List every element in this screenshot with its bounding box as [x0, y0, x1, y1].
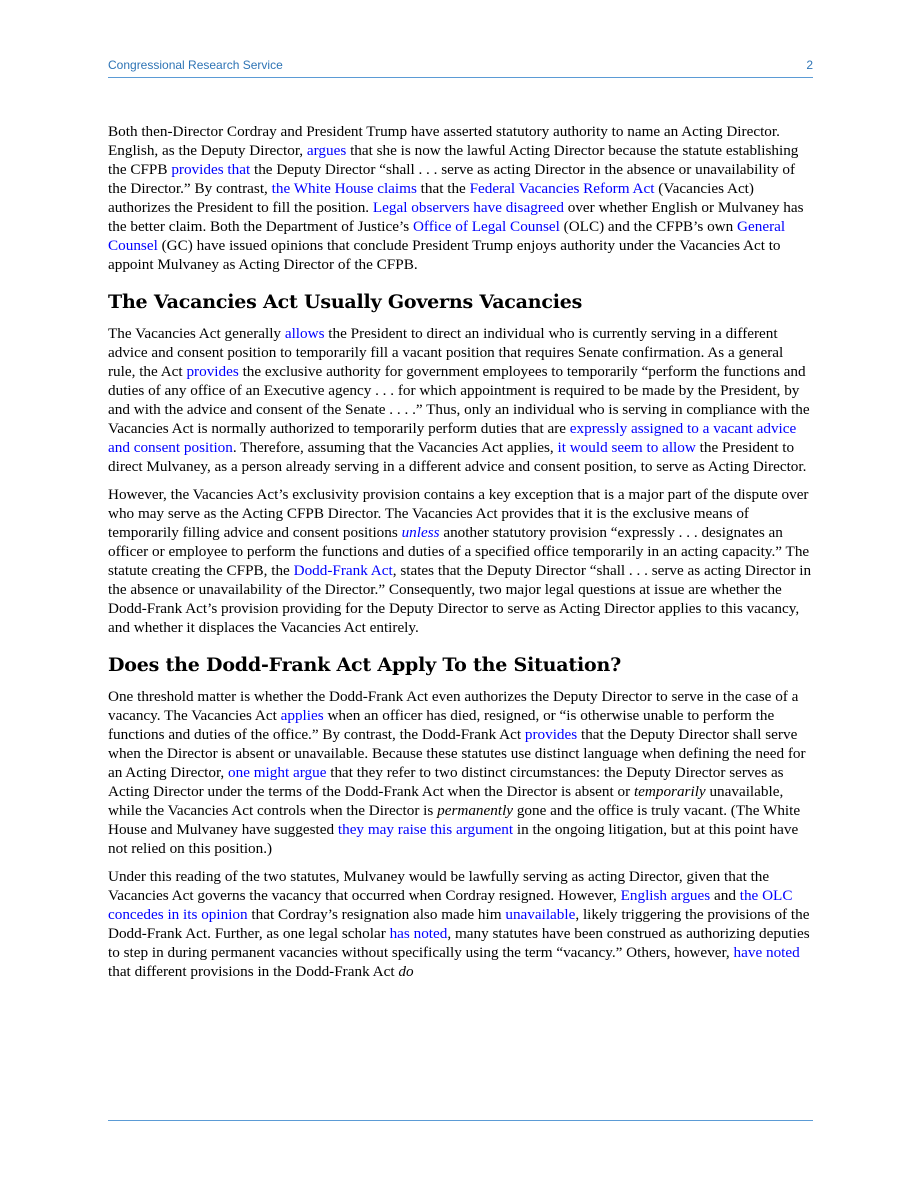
link-argues[interactable]: argues — [306, 142, 347, 159]
link-dodd-frank-act[interactable]: Dodd-Frank Act — [293, 562, 393, 579]
text: (Vacancies Act) authorizes the President to fill the position. — [108, 180, 754, 216]
text: that she is now the lawful Acting Director because the statute establishing the CFPB — [108, 142, 799, 178]
link-olc-concedes[interactable]: the OLC concedes in its opinion — [108, 887, 793, 923]
text: that the Deputy Director shall serve when the Director is absent or unavailable. Because these statutes use distinct language when defining the need for an Acting Director, — [108, 726, 806, 781]
text: when an officer has died, resigned, or “is otherwise unable to perform the functions and duties of the office.” By contrast, the Dodd-Frank Act — [108, 707, 775, 743]
emphasis-temporarily: temporarily — [633, 783, 706, 800]
text: (GC) have issued opinions that conclude President Trump enjoys authority under the Vacancies Act to appoint Mulvaney as Acting Director of the CFPB. — [108, 237, 781, 273]
text: gone and the office is truly vacant. (The White House and Mulvaney have suggested — [108, 802, 801, 838]
footer-rule — [108, 1120, 813, 1121]
text: the President to direct Mulvaney, as a person already serving in a different advice and consent position, to serve as Acting Director. — [108, 439, 807, 475]
text: . Therefore, assuming that the Vacancies Act applies, — [232, 439, 558, 456]
text: unavailable, while the Vacancies Act controls when the Director is — [108, 783, 784, 819]
link-have-noted[interactable]: have noted — [733, 944, 800, 961]
link-provides-that[interactable]: provides that — [171, 161, 251, 178]
text: that they refer to two distinct circumstances: the Deputy Director serves as Acting Director under the terms of the Dodd-Frank Act when the Director is absent or — [108, 764, 784, 800]
emphasis-permanently: permanently — [437, 802, 514, 819]
paragraph-threshold — [108, 687, 813, 858]
text: that the — [416, 180, 470, 197]
link-applies[interactable]: applies — [280, 707, 324, 724]
paragraph-exclusivity — [108, 485, 813, 637]
link-raise-this-argument[interactable]: they may raise this argument — [337, 821, 514, 838]
text: the President to direct an individual who is currently serving in a different advice and consent position to temporarily fill a vacant position that requires Senate confirmation. As a general rule, the Act — [108, 325, 784, 380]
page-number: 2 — [806, 58, 813, 72]
link-english-argues[interactable]: English argues — [620, 887, 711, 904]
text: over whether English or Mulvaney has the better claim. Both the Department of Justice’s — [108, 199, 804, 235]
text: the Deputy Director “shall . . . serve as acting Director in the absence or unavailability of the Director.” By contrast, — [108, 161, 796, 197]
text: , likely triggering the provisions of the Dodd-Frank Act. Further, as one legal scholar — [108, 906, 810, 942]
paragraph-vacancies-act — [108, 324, 813, 476]
section-heading-dodd-frank: Does the Dodd-Frank Act Apply To the Situation? — [108, 654, 621, 676]
link-general-counsel[interactable]: General Counsel — [108, 218, 786, 254]
header-rule — [108, 77, 813, 78]
text: , many statutes have been construed as authorizing deputies to step in during permanent vacancies without specifically using the term “vacancy.” Others, however, — [108, 925, 810, 961]
text: Under this reading of the two statutes, Mulvaney would be lawfully serving as acting Director, given that the Vacancies Act governs the vacancy that occurred when Cordray resigned. However, — [108, 868, 770, 904]
text: that different provisions in the Dodd-Frank Act — [108, 963, 399, 980]
text: , states that the Deputy Director “shall . . . serve as acting Director in the absence or unavailability of the Director.” Consequently, two major legal questions at issue are whether the Dodd-Frank Act’s provision providing for the Deputy Director to serve as Acting Director applies to this vacancy, and whether it displaces the Vacancies Act entirely. — [108, 562, 812, 636]
link-federal-vacancies-reform-act[interactable]: Federal Vacancies Reform Act — [469, 180, 655, 197]
link-one-might-argue[interactable]: one might argue — [228, 764, 327, 781]
text: the exclusive authority for government employees to temporarily “perform the functions and duties of any office of an Executive agency . . . for which appointment is required to be made by the President, by and with the advice and consent of the Senate . . . .” Thus, only an individual who is serving in compliance with the Vacancies Act is normally authorized to temporarily perform duties that are — [108, 363, 810, 437]
paragraph-intro — [108, 122, 813, 274]
paragraph-reading — [108, 867, 813, 981]
section-heading-vacancies-act: The Vacancies Act Usually Governs Vacancies — [108, 291, 583, 313]
link-office-of-legal-counsel[interactable]: Office of Legal Counsel — [412, 218, 560, 235]
link-unless[interactable]: unless — [401, 524, 440, 541]
document-body — [108, 122, 813, 990]
emphasis-do: do — [398, 963, 414, 980]
header-title: Congressional Research Service — [108, 58, 283, 72]
link-provides[interactable]: provides — [186, 363, 239, 380]
text: and — [710, 887, 740, 904]
link-legal-observers[interactable]: Legal observers have disagreed — [372, 199, 564, 216]
text: Both then-Director Cordray and President Trump have asserted statutory authority to name an Acting Director. English, as the Deputy Director, — [108, 123, 780, 159]
link-expressly-assigned[interactable]: expressly assigned to a vacant advice and consent position — [108, 420, 797, 456]
text: The Vacancies Act generally — [108, 325, 285, 342]
text: However, the Vacancies Act’s exclusivity provision contains a key exception that is a major part of the dispute over who may serve as the Acting CFPB Director. The Vacancies Act provides that it is the exclusive means of temporarily filling advice and consent positions — [108, 486, 809, 541]
link-provides-dodd-frank[interactable]: provides — [524, 726, 578, 743]
text: One threshold matter is whether the Dodd-Frank Act even authorizes the Deputy Director to serve in the case of a vacancy. The Vacancies Act — [108, 688, 799, 724]
link-allows[interactable]: allows — [284, 325, 325, 342]
link-seem-to-allow[interactable]: it would seem to allow — [557, 439, 696, 456]
text: that Cordray’s resignation also made him — [247, 906, 506, 923]
link-unavailable[interactable]: unavailable — [505, 906, 576, 923]
link-white-house-claims[interactable]: the White House claims — [271, 180, 417, 197]
link-has-noted[interactable]: has noted — [389, 925, 448, 942]
text: in the ongoing litigation, but at this point have not relied on this position.) — [108, 821, 799, 857]
text: another statutory provision “expressly . . . designates an officer or employee to perform the functions and duties of a specified office temporarily in an acting capacity.” The statute creating the CFPB, the — [108, 524, 810, 579]
text: (OLC) and the CFPB’s own — [559, 218, 738, 235]
